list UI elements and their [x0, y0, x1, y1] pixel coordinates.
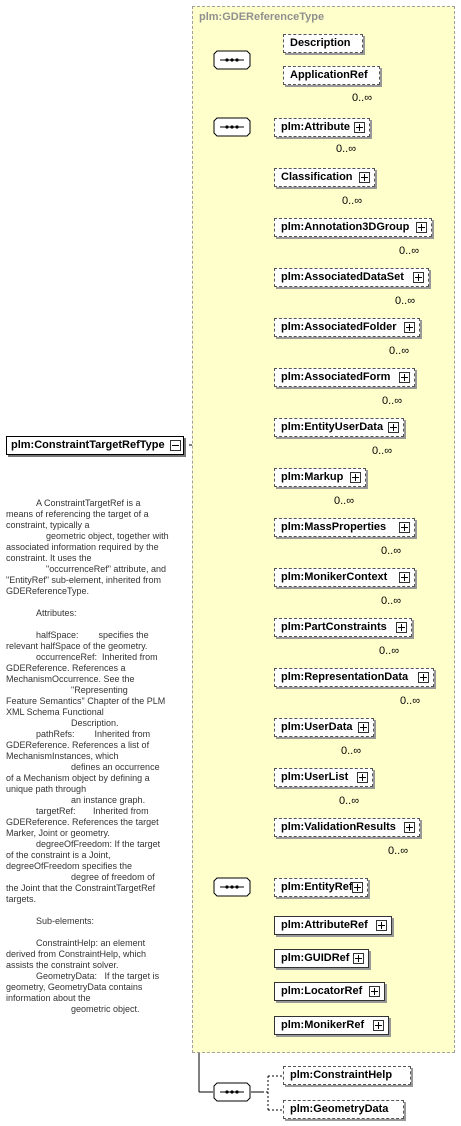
element-attributeref[interactable] — [274, 916, 392, 935]
occurrence-label: 0..∞ — [336, 143, 357, 155]
element-label: plm:EntityRef — [281, 881, 353, 893]
element-label: plm:AssociatedFolder — [281, 321, 397, 333]
occurrence-label: 0..∞ — [381, 595, 402, 607]
element-label: plm:GeometryData — [290, 1103, 389, 1115]
sequence-icon[interactable] — [213, 877, 251, 897]
element-label: plm:GUIDRef — [281, 952, 350, 964]
occurrence-label: 0..∞ — [389, 345, 410, 357]
documentation-text: A ConstraintTargetRef is a means of referencing the target of a constraint, typically a geometric object, together with associated information required by the constraint. It uses the "occurrenceRef" attribute, and "EntityRef" sub-element, inherited from GDEReferenceType. Attributes: halfSpace: specifies the relevant halfSpace of the geometry. occurrenceRef: Inherited from GDEReference. References a MechanismOccurrence. See the "Representing Feature Semantics" Chapter of the PLM XML Schema Functional Description. pathRefs: Inherited from GDEReference. References a list of MechanismInstances, which defines an occurrence of a Mechanism object by defining a unique path through an instance graph. targetRef: Inherited from GDEReference. References the target Marker, Joint or geometry. degreeOfFreedom: If the target of the constraint is a Joint, degreeOfFreedom specifies the degree of freedom of the Joint that the ConstraintTargetRef targets. Sub-elements: ConstraintHelp: an element derived from ConstraintHelp, which assists the constraint solver. GeometryData: If the target is geometry, GeometryData contains information about the geometric object. — [6, 498, 169, 1014]
extension-title: plm:GDEReferenceType — [199, 11, 325, 23]
occurrence-label: 0..∞ — [339, 795, 360, 807]
occurrence-label: 0..∞ — [372, 445, 393, 457]
element-label: plm:AssociatedForm — [281, 371, 391, 383]
occurrence-label: 0..∞ — [379, 645, 400, 657]
expand-icon[interactable] — [404, 822, 415, 833]
expand-icon[interactable] — [413, 272, 424, 283]
element-label: Description — [290, 37, 351, 49]
element-guidref[interactable] — [274, 949, 369, 968]
occurrence-label: 0..∞ — [388, 845, 409, 857]
element-monikerref[interactable] — [274, 1016, 389, 1035]
element-label: plm:MonikerContext — [281, 571, 388, 583]
element-label: plm:Markup — [281, 471, 344, 483]
expand-icon[interactable] — [373, 1020, 384, 1031]
occurrence-label: 0..∞ — [381, 545, 402, 557]
element-label: plm:AttributeRef — [281, 919, 368, 931]
element-associatedform[interactable] — [274, 368, 415, 387]
expand-icon[interactable] — [352, 882, 363, 893]
expand-icon[interactable] — [399, 372, 410, 383]
occurrence-label: 0..∞ — [382, 395, 403, 407]
expand-icon[interactable] — [350, 472, 361, 483]
element-annotation3dgroup[interactable] — [274, 218, 432, 237]
element-label: Classification — [281, 171, 353, 183]
root-element-label: plm:ConstraintTargetRefType — [11, 439, 165, 451]
element-label: plm:AssociatedDataSet — [281, 271, 404, 283]
element-userdata[interactable] — [274, 718, 374, 737]
expand-icon[interactable] — [404, 322, 415, 333]
element-markup[interactable] — [274, 468, 366, 487]
sequence-icon[interactable] — [213, 50, 251, 70]
expand-icon[interactable] — [354, 122, 365, 133]
element-entityref[interactable] — [274, 878, 368, 897]
expand-icon[interactable] — [388, 422, 399, 433]
element-applicationref[interactable] — [283, 66, 380, 85]
element-label: ApplicationRef — [290, 69, 368, 81]
element-massproperties[interactable] — [274, 518, 415, 537]
element-label: plm:UserData — [281, 721, 353, 733]
element-label: plm:ValidationResults — [281, 821, 396, 833]
expand-icon[interactable] — [357, 772, 368, 783]
element-description[interactable] — [283, 34, 363, 53]
expand-icon[interactable] — [376, 920, 387, 931]
occurrence-label: 0..∞ — [334, 495, 355, 507]
root-element[interactable] — [6, 436, 184, 455]
element-label: plm:MonikerRef — [281, 1019, 365, 1031]
expand-icon[interactable] — [418, 672, 429, 683]
element-associatedfolder[interactable] — [274, 318, 420, 337]
element-label: plm:LocatorRef — [281, 985, 363, 997]
occurrence-label: 0..∞ — [341, 745, 362, 757]
occurrence-label: 0..∞ — [399, 245, 420, 257]
element-partconstraints[interactable] — [274, 618, 412, 637]
element-label: plm:MassProperties — [281, 521, 387, 533]
expand-icon[interactable] — [396, 622, 407, 633]
element-label: plm:PartConstraints — [281, 621, 387, 633]
element-constrainthelp[interactable] — [283, 1066, 411, 1085]
occurrence-label: 0..∞ — [395, 295, 416, 307]
element-label: plm:RepresentationData — [281, 671, 409, 683]
occurrence-label: 0..∞ — [400, 695, 421, 707]
element-label: plm:Annotation3DGroup — [281, 221, 410, 233]
element-label: plm:EntityUserData — [281, 421, 384, 433]
element-classification[interactable] — [274, 168, 375, 187]
occurrence-label: 0..∞ — [352, 92, 373, 104]
expand-icon[interactable] — [399, 522, 410, 533]
element-label: plm:ConstraintHelp — [290, 1069, 393, 1081]
expand-icon[interactable] — [369, 986, 380, 997]
element-representationdata[interactable] — [274, 668, 434, 687]
occurrence-label: 0..∞ — [342, 195, 363, 207]
element-validationresults[interactable] — [274, 818, 420, 837]
sequence-icon[interactable] — [213, 1082, 251, 1102]
expand-icon[interactable] — [416, 222, 427, 233]
expand-icon[interactable] — [399, 572, 410, 583]
element-label: plm:Attribute — [281, 121, 351, 133]
expand-icon[interactable] — [358, 722, 369, 733]
element-associateddataset[interactable] — [274, 268, 429, 287]
collapse-icon[interactable] — [170, 440, 181, 451]
element-entityuserdata[interactable] — [274, 418, 404, 437]
element-monikercontext[interactable] — [274, 568, 415, 587]
element-label: plm:UserList — [281, 771, 349, 783]
element-userlist[interactable] — [274, 768, 373, 787]
expand-icon[interactable] — [353, 953, 364, 964]
element-attribute[interactable] — [274, 118, 370, 137]
sequence-icon[interactable] — [213, 117, 251, 137]
element-locatorref[interactable] — [274, 982, 385, 1001]
expand-icon[interactable] — [359, 172, 370, 183]
element-geometrydata[interactable] — [283, 1100, 404, 1119]
